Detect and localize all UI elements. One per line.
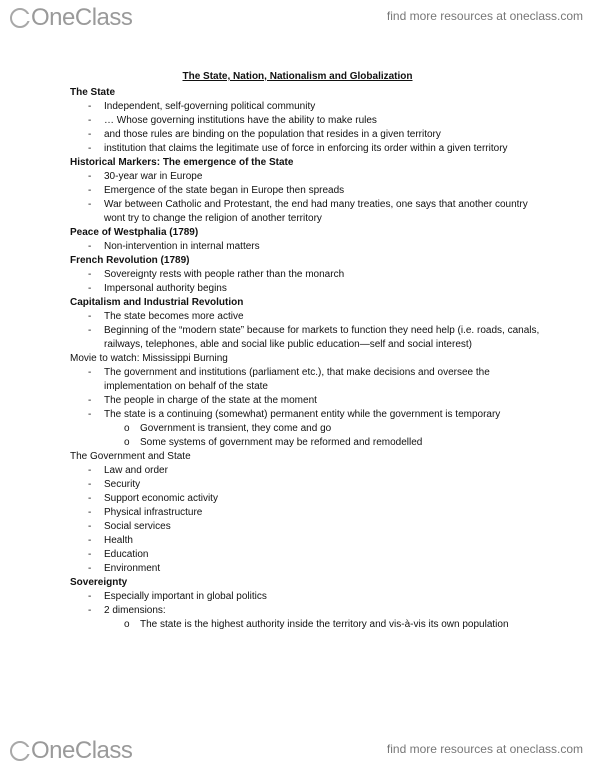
section-heading: French Revolution (1789): [70, 255, 190, 266]
bullet-list: [70, 100, 540, 156]
sub-bullet-item: o The state is the highest authority inside the territory and vis-à-vis its own population: [70, 618, 540, 632]
oneclass-logo-icon: [10, 8, 30, 28]
section-heading: Peace of Westphalia (1789): [70, 227, 199, 238]
bullet-item: - Emergence of the state began in Europe then spreads: [70, 184, 540, 198]
bullet-list: [70, 366, 540, 450]
bullet-item: - Independent, self-governing political community: [70, 100, 540, 114]
section-heading: Sovereignty: [70, 577, 128, 588]
bullet-item: - Education: [70, 548, 540, 562]
section-heading: The Government and State: [70, 451, 191, 462]
bullet-item: - Physical infrastructure: [70, 506, 540, 520]
oneclass-logo[interactable]: [10, 4, 132, 32]
section-heading: Historical Markers: The emergence of the State: [70, 157, 294, 168]
bullet-item: - Support economic activity: [70, 492, 540, 506]
bullet-list: [70, 170, 540, 226]
bullet-item: - 2 dimensions:: [70, 604, 540, 618]
bullet-item: - The people in charge of the state at the moment: [70, 394, 540, 408]
sections-container: [70, 86, 540, 632]
section-heading: Capitalism and Industrial Revolution: [70, 297, 244, 308]
bullet-list: [70, 268, 540, 296]
bullet-item: - Law and order: [70, 464, 540, 478]
top-header-bar: [0, 0, 595, 40]
bullet-list: [70, 240, 540, 254]
bullet-list: [70, 310, 540, 352]
bullet-item: - Non-intervention in internal matters: [70, 240, 540, 254]
logo-text: OneClass: [31, 4, 133, 31]
section-heading: The State: [70, 87, 116, 98]
bullet-list: [70, 590, 540, 632]
bullet-list: [70, 464, 540, 576]
bullet-item: - Environment: [70, 562, 540, 576]
bullet-item: - The state is a continuing (somewhat) permanent entity while the government is temporary: [70, 408, 540, 422]
bullet-item: - The government and institutions (parliament etc.), that make decisions and oversee the implementation on behalf of the state: [70, 366, 540, 394]
bullet-item: - institution that claims the legitimate use of force in enforcing its order within a given territory: [70, 142, 540, 156]
bullet-item: - 30-year war in Europe: [70, 170, 540, 184]
find-more-link[interactable]: find more resources at oneclass.com: [386, 9, 583, 23]
document-body: [70, 70, 540, 632]
section-heading: Movie to watch: Mississippi Burning: [70, 353, 228, 364]
bullet-item: - Beginning of the “modern state” because for markets to function they need help (i.e. roads, canals, railways, telephones, able and social like public education—self and social interest): [70, 324, 540, 352]
bullet-item: - Health: [70, 534, 540, 548]
sub-bullet-item: o Government is transient, they come and go: [70, 422, 540, 436]
bullet-item: - Social services: [70, 520, 540, 534]
find-more-link[interactable]: find more resources at oneclass.com: [386, 742, 583, 756]
bullet-item: - Especially important in global politics: [70, 590, 540, 604]
bullet-item: - Security: [70, 478, 540, 492]
bullet-item: - Impersonal authority begins: [70, 282, 540, 296]
bottom-footer-bar: [0, 733, 595, 773]
bullet-item: - and those rules are binding on the population that resides in a given territory: [70, 128, 540, 142]
sub-bullet-item: o Some systems of government may be reformed and remodelled: [70, 436, 540, 450]
bullet-item: - Sovereignty rests with people rather than the monarch: [70, 268, 540, 282]
oneclass-logo-icon: [10, 741, 30, 761]
logo-text: OneClass: [31, 737, 133, 764]
bullet-item: - The state becomes more active: [70, 310, 540, 324]
bullet-item: - … Whose governing institutions have the ability to make rules: [70, 114, 540, 128]
document-title: The State, Nation, Nationalism and Globalization: [182, 71, 413, 82]
bullet-item: - War between Catholic and Protestant, the end had many treaties, one says that another country wont try to change the religion of another territory: [70, 198, 540, 226]
oneclass-footer-logo[interactable]: [10, 737, 132, 765]
